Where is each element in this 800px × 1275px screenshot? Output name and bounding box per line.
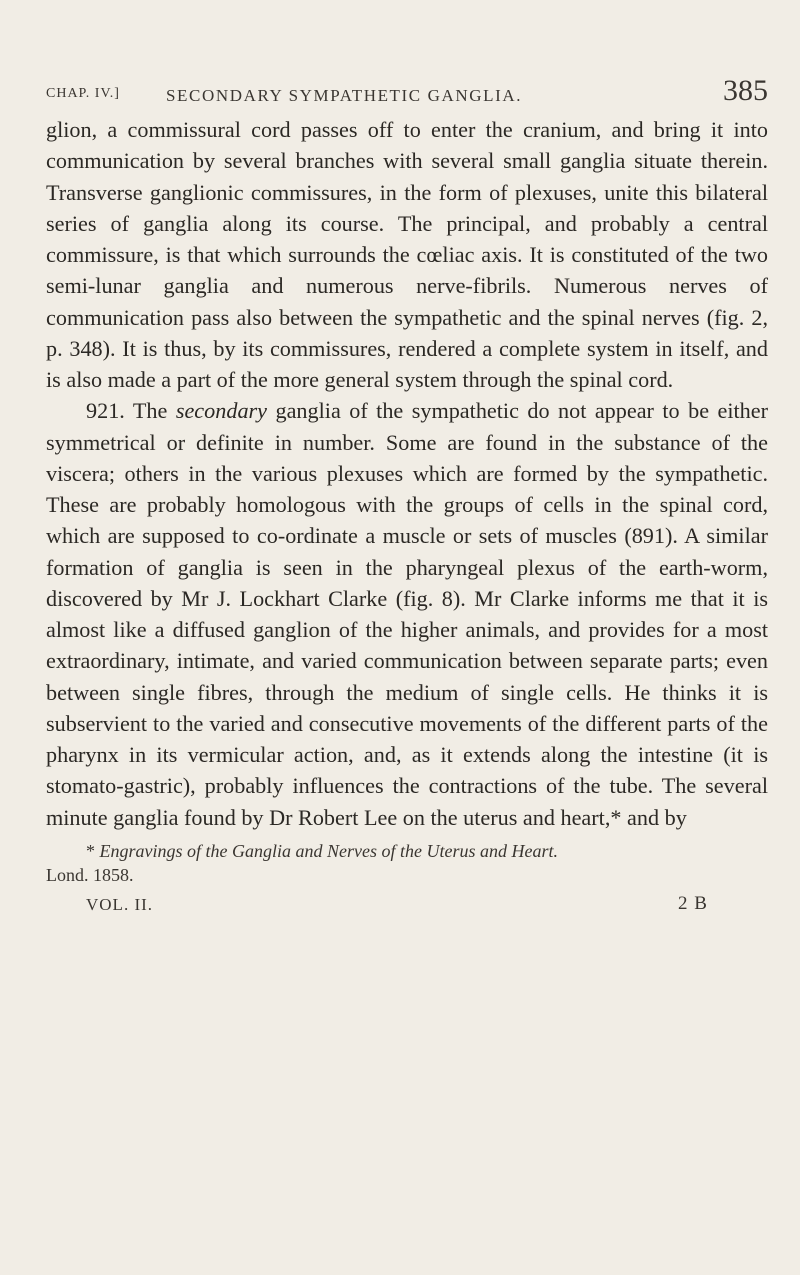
footnote-citation-place: Lond. 1858. xyxy=(46,864,134,885)
footnote-line xyxy=(46,839,768,863)
footnote xyxy=(46,839,768,887)
volume-label: VOL. II. xyxy=(86,894,154,914)
paragraph-921 xyxy=(46,395,768,833)
italic-run: secondary xyxy=(175,398,268,424)
text-run: 921. The xyxy=(86,398,176,424)
signature-mark: 2 B xyxy=(678,892,708,914)
page-number: 385 xyxy=(723,74,768,107)
signature-line xyxy=(46,891,768,921)
body-text xyxy=(46,114,768,833)
text-run: ganglia of the sympathetic do not appear to be either symmetrical or definite in number. Some are found in the substance of the viscera; others in the various plexuses which are formed by the sympathetic. These are probably homologous with the groups of cells in the spinal cord, which are supposed to co-ordinate a muscle or sets of muscles (891). A similar formation of ganglia is seen in the pharyngeal plexus of the earth-worm, discovered by Mr J. Lockhart Clarke (fig. 8). Mr Clarke informs me that it is almost like a diffused ganglion of the higher animals, and provides for a most extraordinary, intimate, and varied communication between separate parts; even between single fibres, through the medium of single cells. He thinks it is subservient to the varied and consecutive movements of the different parts of the pharynx in its vermicular action, and, as it extends along the intestine (it is stomato-gastric), probably influences the contractions of the tube. The several minute ganglia found by Dr Robert Lee on the uterus and heart,* and by xyxy=(46,398,768,830)
text-run: glion, a commissural cord passes off to enter the cranium, and bring it into communication by several branches with several small ganglia situate therein. Transverse ganglionic commissures, in the form of plexuses, unite this bilateral series of ganglia along its course. The principal, and probably a central commissure, is that which surrounds the cœliac axis. It is constituted of the two semi-lunar ganglia and numerous nerve-fibrils. Numerous nerves of communication pass also between the sympathetic and the spinal nerves (fig. 2, p. 348). It is thus, by its commissures, rendered a complete system in itself, and is also made a part of the more general system through the spinal cord. xyxy=(46,117,768,392)
running-title: SECONDARY SYMPATHETIC GANGLIA. xyxy=(166,86,523,105)
book-page xyxy=(46,72,768,921)
footnote-marker: * xyxy=(86,840,100,861)
chapter-label: CHAP. IV.] xyxy=(46,86,120,101)
footnote-citation-title: Engravings of the Ganglia and Nerves of the Uterus and Heart. xyxy=(99,840,558,861)
footnote-line-2 xyxy=(46,863,768,887)
paragraph-1 xyxy=(46,114,768,395)
running-header xyxy=(46,72,768,114)
